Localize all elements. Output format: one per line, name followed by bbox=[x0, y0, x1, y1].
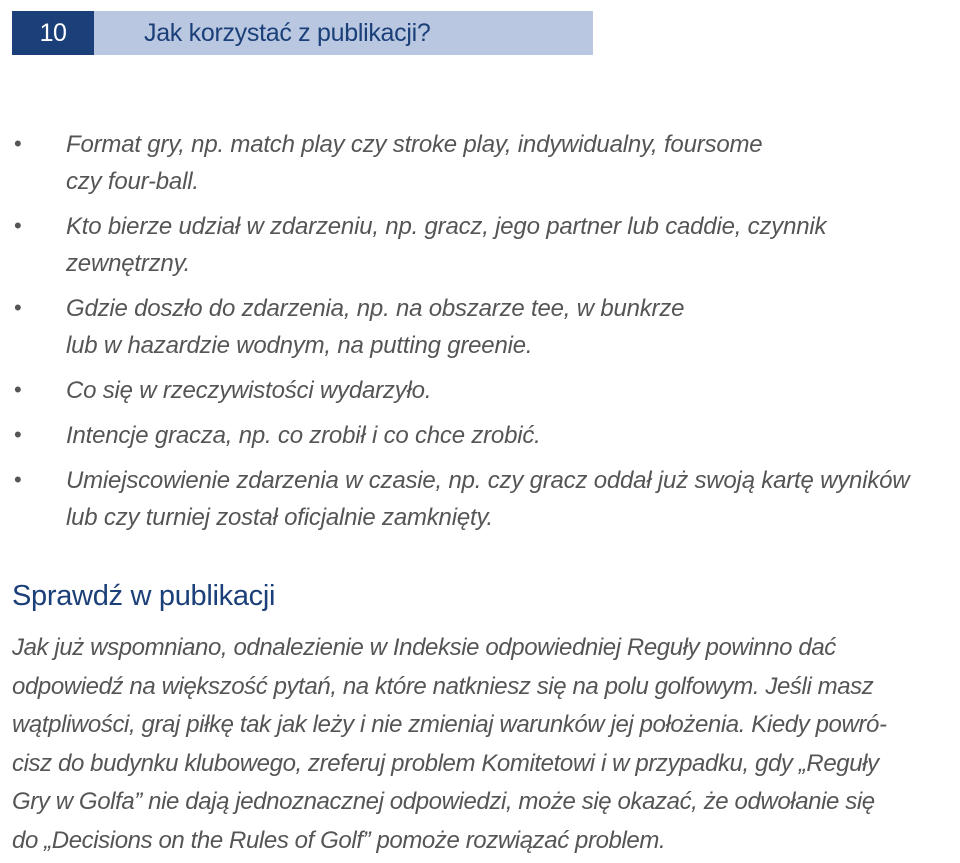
bullet-icon: • bbox=[14, 467, 22, 492]
list-item-line: Intencje gracza, np. co zrobił i co chce zrobić. bbox=[66, 422, 541, 449]
bullet-list bbox=[12, 126, 952, 544]
bullet-icon: • bbox=[14, 377, 22, 402]
bullet-icon: • bbox=[14, 131, 22, 156]
paragraph-line: cisz do budynku klubowego, zreferuj problem Komitetowi i w przypadku, gdy „Reguły bbox=[12, 749, 879, 777]
list-item-line: lub w hazardzie wodnym, na putting greenie. bbox=[66, 332, 533, 359]
page-title: Jak korzystać z publikacji? bbox=[144, 19, 431, 47]
list-item-line: Kto bierze udział w zdarzeniu, np. gracz, jego partner lub caddie, czynnik bbox=[66, 213, 827, 240]
paragraph-line: odpowiedź na większość pytań, na które natkniesz się na polu golfowym. Jeśli masz bbox=[12, 672, 874, 700]
page-number: 10 bbox=[12, 11, 94, 55]
list-item-line: zewnętrzny. bbox=[66, 250, 191, 277]
list-item bbox=[12, 417, 952, 454]
paragraph-line: Gry w Golfa” nie dają jednoznacznej odpowiedzi, może się okazać, że odwołanie się bbox=[12, 788, 875, 815]
list-item-line: Gdzie doszło do zdarzenia, np. na obszarze tee, w bunkrze bbox=[66, 295, 685, 322]
list-item bbox=[12, 462, 952, 536]
paragraph-line: wątpliwości, graj piłkę tak jak leży i nie zmieniaj warunków jej położenia. Kiedy powró- bbox=[12, 711, 887, 738]
paragraph-line: do „Decisions on the Rules of Golf” pomoże rozwiązać problem. bbox=[12, 826, 666, 854]
list-item bbox=[12, 126, 952, 200]
section-heading: Sprawdź w publikacji bbox=[12, 580, 276, 612]
list-item-line: Co się w rzeczywistości wydarzyło. bbox=[66, 377, 432, 404]
list-item-line: czy four-ball. bbox=[66, 168, 199, 195]
list-item-line: lub czy turniej został oficjalnie zamknięty. bbox=[66, 504, 493, 531]
list-item bbox=[12, 208, 952, 282]
bullet-icon: • bbox=[14, 213, 22, 238]
bullet-icon: • bbox=[14, 422, 22, 447]
bullet-icon: • bbox=[14, 295, 22, 320]
list-item bbox=[12, 290, 952, 364]
list-item-line: Umiejscowienie zdarzenia w czasie, np. czy gracz oddał już swoją kartę wyników bbox=[66, 467, 910, 494]
section-paragraph bbox=[12, 629, 950, 860]
page-header bbox=[12, 11, 593, 55]
paragraph-line: Jak już wspomniano, odnalezienie w Indeksie odpowiedniej Reguły powinno dać bbox=[12, 634, 836, 661]
list-item bbox=[12, 372, 952, 409]
list-item-line: Format gry, np. match play czy stroke play, indywidualny, foursome bbox=[66, 131, 763, 158]
